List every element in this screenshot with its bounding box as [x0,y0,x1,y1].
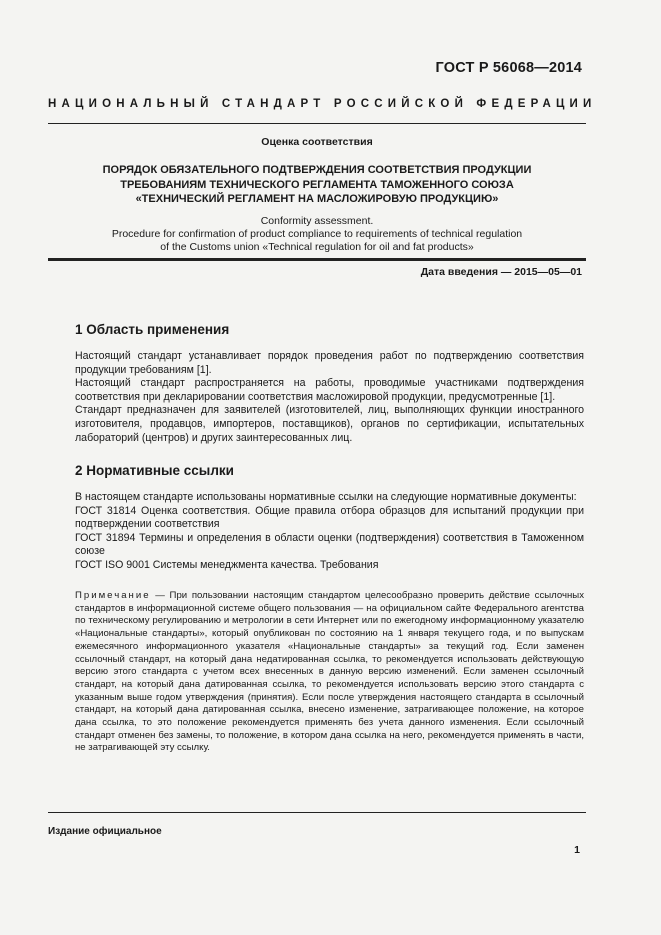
title-divider [48,258,586,261]
document-title-en [48,215,586,254]
edition-label: Издание официальное [48,826,162,837]
paragraph: Стандарт предназначен для заявителей (изготовителей, лиц, выполняющих функции иностранного изготовителя, продавцов, импортеров, поставщиков), органов по сертификации, испытательных лабораторий (центров) и других заинтересованных лиц. [75,404,584,444]
footer-divider [48,812,586,813]
section-1-title: 1 Область применения [75,322,230,337]
section-2-title: 2 Нормативные ссылки [75,463,234,478]
note [75,590,584,755]
introduction-date: Дата введения — 2015—05—01 [420,266,582,278]
page-number: 1 [574,844,580,856]
title-en-line: Procedure for confirmation of product compliance to requirements of technical regulation [111,228,523,240]
title-ru-line: ПОРЯДОК ОБЯЗАТЕЛЬНОГО ПОДТВЕРЖДЕНИЯ СООТВЕТСТВИЯ ПРОДУКЦИИ [102,164,532,176]
top-divider [48,123,586,124]
paragraph: Настоящий стандарт распространяется на работы, проводимые участниками подтверждения соответствия при декларировании соответствия масложировой продукции, предусмотренные [1]. [75,377,584,403]
title-ru-line: «ТЕХНИЧЕСКИЙ РЕГЛАМЕНТ НА МАСЛОЖИРОВУЮ ПРОДУКЦИЮ» [135,193,499,205]
reference-item: ГОСТ 31894 Термины и определения в области оценки (подтверждения) соответствия в Таможенном союзе [75,531,584,558]
title-en-line: Conformity assessment. [260,215,374,227]
title-en-line: of the Customs union «Technical regulation for oil and fat products» [160,241,474,253]
document-title-ru [48,163,586,207]
subtitle-ru: Оценка соответствия [261,136,373,148]
reference-item: ГОСТ ISO 9001 Системы менеджмента качества. Требования [75,558,379,571]
standard-number: ГОСТ Р 56068—2014 [435,60,582,76]
paragraph: В настоящем стандарте использованы нормативные ссылки на следующие нормативные документы: [75,491,577,503]
reference-item: ГОСТ 31814 Оценка соответствия. Общие правила отбора образцов для испытаний продукции при подтверждении соответствия [75,504,584,531]
section-1-body [75,350,584,445]
note-text: — При пользовании настоящим стандартом целесообразно проверить действие ссылочных стандартов в информационной системе общего пользования — на официальном сайте Федерального агентства по техническому регулированию и метрологии в сети Интернет или по ежегодному информационному указателю «Национальные стандарты», который опубликован по состоянию на 1 января текущего года, и по выпускам ежемесячного информационного указателя «Национальные стандарты» за текущий год. Если заменен ссылочный стандарт, на который дана недатированная ссылка, то рекомендуется использовать действующую версию этого стандарта с учетом всех внесенных в данную версию изменений. Если заменен ссылочный стандарт, на который дана датированная ссылка, то рекомендуется использовать версию этого стандарта с указанным выше годом утверждения (принятия). Если после утверждения настоящего стандарта в ссылочный стандарт, на который дана датированная ссылка, внесено изменение, затрагивающее положение, на которое дана ссылка, то это положение рекомендуется применять без учета данного изменения. Если ссылочный стандарт отменен без замены, то положение, в котором дана ссылка на него, рекомендуется применять в части, не затрагивающей эту ссылку. [75,590,584,754]
note-label: Примечание [75,590,151,601]
national-standard-heading: НАЦИОНАЛЬНЫЙ СТАНДАРТ РОССИЙСКОЙ ФЕДЕРАЦИИ [48,98,597,110]
section-2-body [75,491,584,573]
paragraph: Настоящий стандарт устанавливает порядок проведения работ по подтверждению соответствия продукции требованиям [1]. [75,350,584,376]
title-ru-line: ТРЕБОВАНИЯМ ТЕХНИЧЕСКОГО РЕГЛАМЕНТА ТАМОЖЕННОГО СОЮЗА [120,178,514,191]
